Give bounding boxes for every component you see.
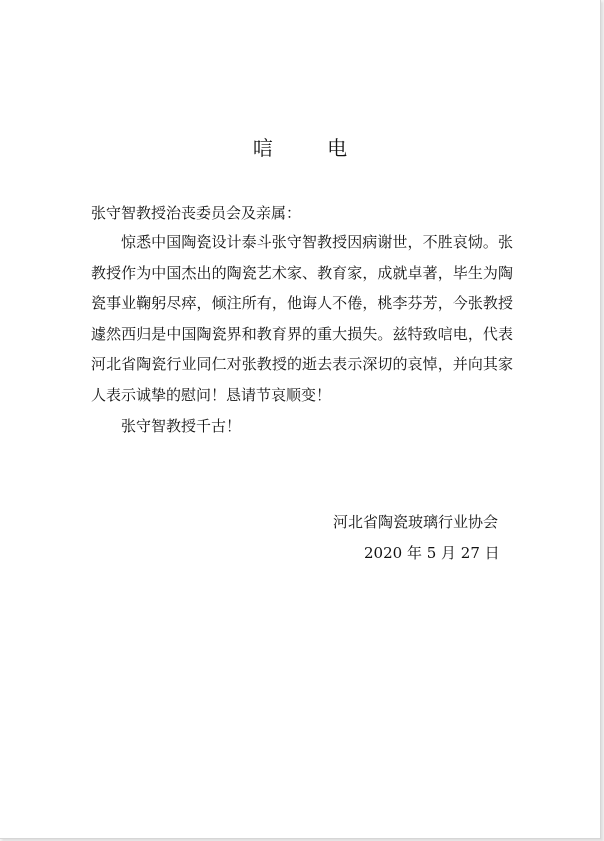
signature-organization: 河北省陶瓷玻璃行业协会 bbox=[333, 513, 499, 531]
closing-line: 张守智教授千古！ bbox=[121, 417, 242, 435]
signature-date: 2020 年 5 月 27 日 bbox=[364, 544, 500, 562]
document-title: 唁 电 bbox=[252, 136, 372, 160]
body-paragraph: 惊悉中国陶瓷设计泰斗张守智教授因病谢世，不胜哀恸。张教授作为中国杰出的陶瓷艺术家、教育家，成就卓著，毕生为陶瓷事业鞠躬尽瘁，倾注所有，他诲人不倦，桃李芬芳，今张教授遽然西归是中国陶瓷界和教育界的重大损失。兹特致唁电，代表河北省陶瓷行业同仁对张教授的逝去表示深切的哀悼，并向其家人表示诚挚的慰问！恳请节哀顺变！ bbox=[91, 233, 513, 404]
salutation: 张守智教授治丧委员会及亲属： bbox=[91, 204, 302, 222]
